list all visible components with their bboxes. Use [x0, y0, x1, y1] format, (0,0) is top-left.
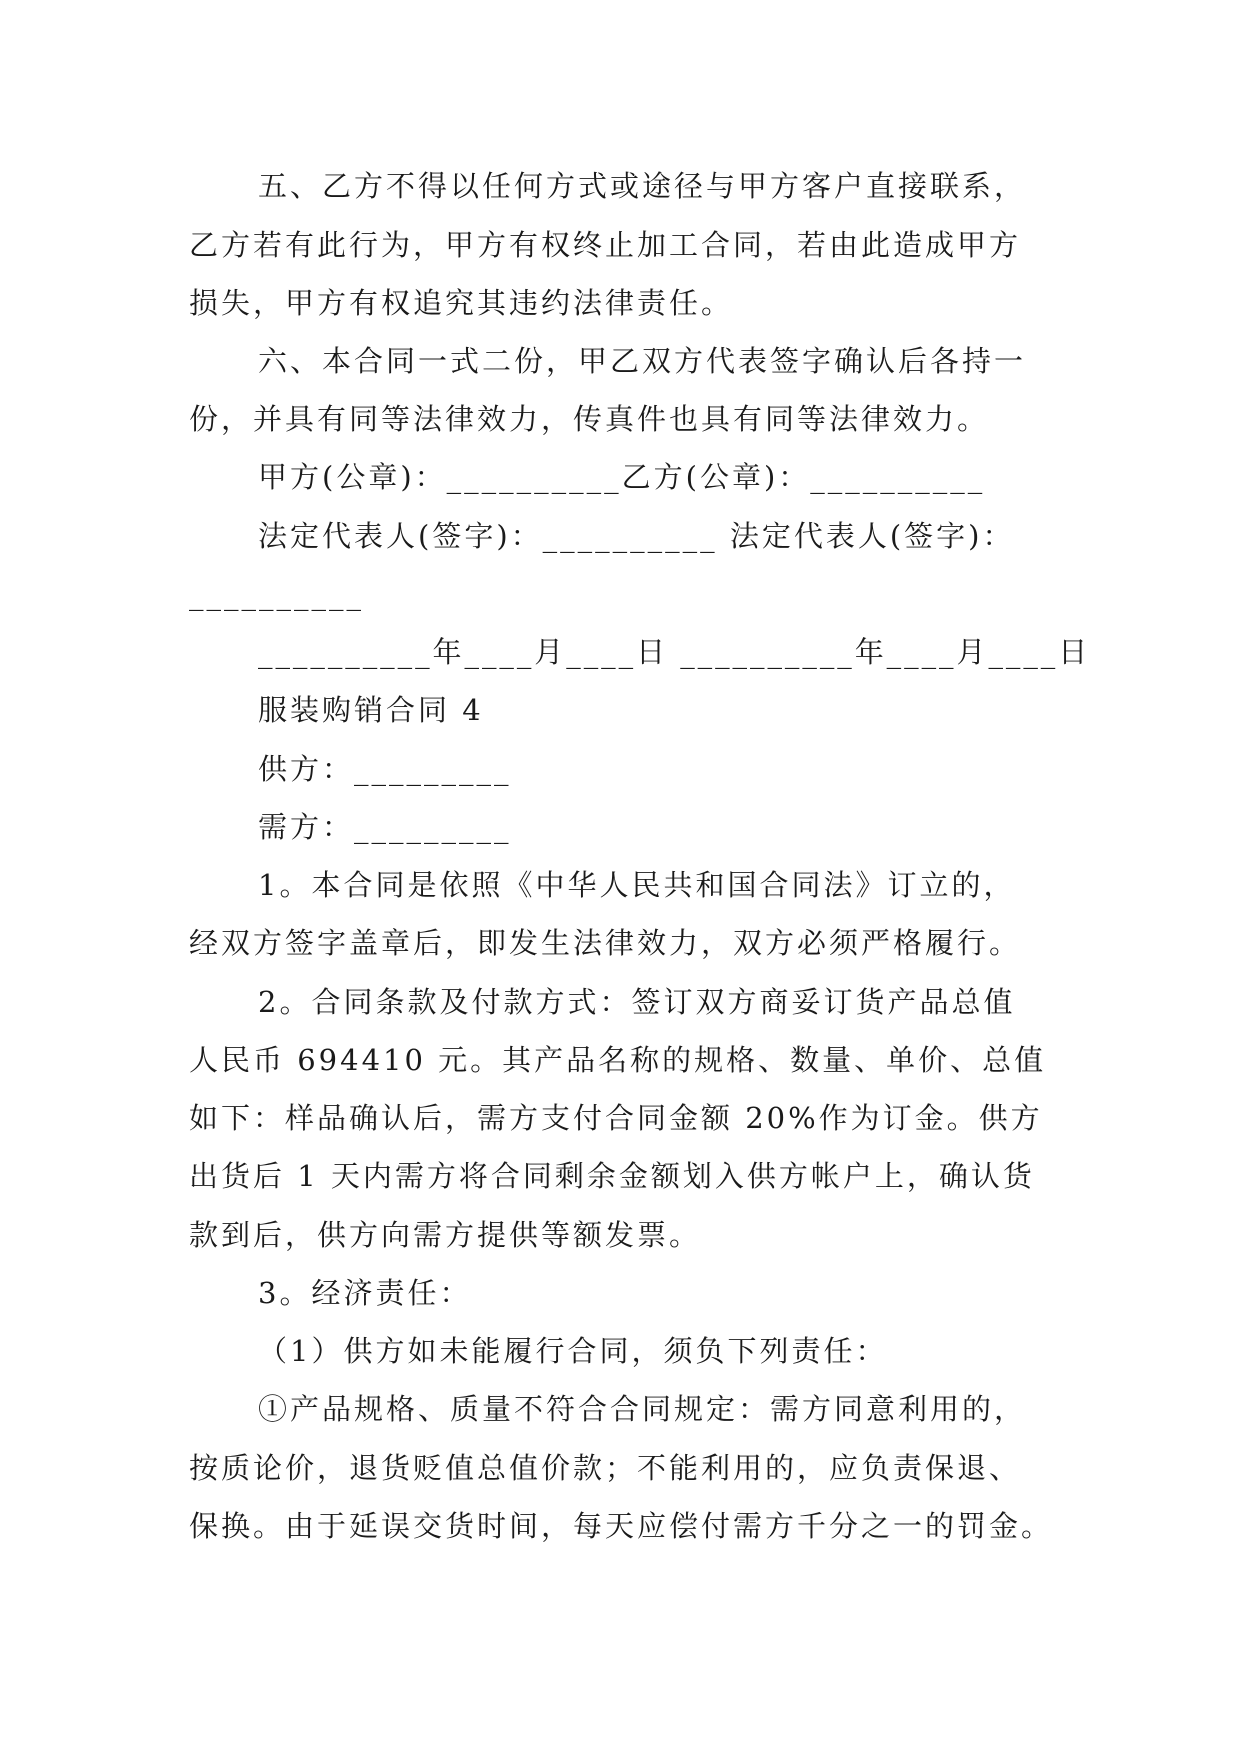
- text-line: 2。合同条款及付款方式：签订双方商妥订货产品总值: [258, 985, 1016, 1019]
- text-line: 1。本合同是依照《中华人民共和国合同法》订立的，: [258, 868, 1016, 902]
- signature-blank: __________: [189, 577, 364, 611]
- text-line: 如下：样品确认后，需方支付合同金额 20%作为订金。供方: [189, 1101, 1043, 1135]
- text-line: 人民币 694410 元。其产品名称的规格、数量、单价、总值: [189, 1043, 1047, 1077]
- text-line: （1）供方如未能履行合同，须负下列责任：: [258, 1334, 888, 1368]
- text-line: 六、本合同一式二份，甲乙双方代表签字确认后各持一: [258, 344, 1027, 378]
- supplier-line: 供方：_________: [258, 752, 512, 786]
- text-line: 出货后 1 天内需方将合同剩余金额划入供方帐户上，确认货: [189, 1159, 1035, 1193]
- text-line: 损失，甲方有权追究其违约法律责任。: [189, 286, 734, 320]
- text-line: 五、乙方不得以任何方式或途径与甲方客户直接联系，: [258, 169, 1027, 203]
- text-line: 保换。由于延误交货时间，每天应偿付需方千分之一的罚金。: [189, 1509, 1054, 1543]
- section-heading: 服装购销合同 4: [258, 693, 484, 727]
- text-line: 份，并具有同等法律效力，传真件也具有同等法律效力。: [189, 402, 990, 436]
- date-line: __________年____月____日 __________年____月____日: [258, 635, 1091, 669]
- text-line: 款到后，供方向需方提供等额发票。: [189, 1218, 702, 1252]
- text-line: 乙方若有此行为，甲方有权终止加工合同，若由此造成甲方: [189, 228, 1022, 262]
- signature-line-party-a-b: 甲方(公章)：__________乙方(公章)：__________: [258, 460, 986, 494]
- text-line: ①产品规格、质量不符合合同规定：需方同意利用的，: [258, 1392, 1027, 1426]
- text-line: 按质论价，退货贬值总值价款；不能利用的，应负责保退、: [189, 1451, 1022, 1485]
- buyer-line: 需方：_________: [258, 810, 512, 844]
- signature-line-representatives: 法定代表人(签字)：__________ 法定代表人(签字)：: [258, 519, 1015, 553]
- text-line: 3。经济责任：: [258, 1276, 472, 1310]
- text-line: 经双方签字盖章后，即发生法律效力，双方必须严格履行。: [189, 926, 1022, 960]
